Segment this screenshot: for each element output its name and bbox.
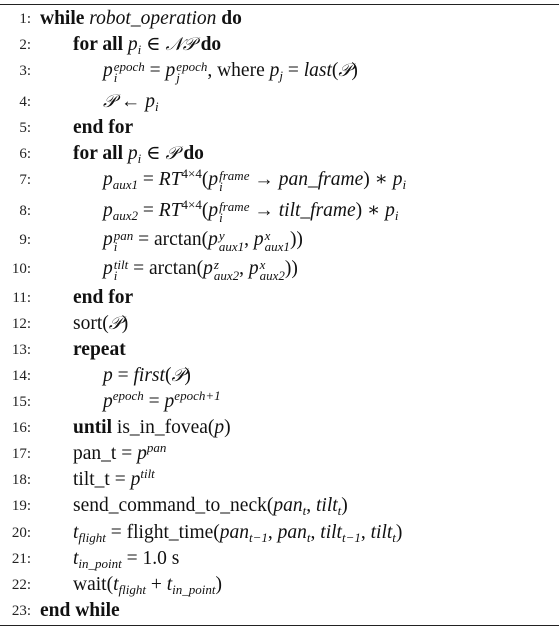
top-rule [0,4,559,5]
algorithm-line [0,167,559,193]
line-number: 12: [11,316,31,332]
line-code: repeat [73,339,126,360]
line-number: 6: [19,146,31,162]
algorithm-line [0,256,559,282]
line-code: sort(𝒫) [73,313,129,334]
line-number: 5: [19,120,31,136]
line-code: $p^{epoch} = p^{epoch+1}$ [103,388,221,412]
line-code: until is_in_fovea(p) [73,417,231,438]
line-number: 15: [11,394,31,410]
algorithm-line [0,546,559,572]
line-number: 22: [11,577,31,593]
algorithm-line [0,6,559,32]
algorithm-line [0,198,559,224]
line-number: 16: [11,420,31,436]
algorithm-line [0,415,559,441]
line-number: 4: [19,94,31,110]
algorithm-line [0,32,559,58]
algorithm-line [0,493,559,519]
line-code: for all $p_i$ ∈ 𝒫 do [73,143,204,166]
line-number: 21: [11,551,31,567]
algorithm-line [0,389,559,415]
line-number: 23: [11,603,31,619]
line-number: 11: [12,290,31,306]
line-number: 19: [11,498,31,514]
line-code: tilt_t = $p^{tilt}$ [73,466,155,490]
line-code: end for [73,287,134,308]
algorithm-line [0,311,559,337]
line-number: 17: [11,446,31,462]
line-number: 10: [11,261,31,277]
line-code: end while [40,600,120,621]
line-code: p pan i = arctan(p y aux1 , p x aux1 )) [103,227,303,254]
algorithm-line [0,337,559,363]
algorithm-line [0,285,559,311]
algorithm-line [0,441,559,467]
line-code: p epoch i = p epoch j , where $p_j$ = last(𝒫) [103,58,358,85]
algorithm-line [0,520,559,546]
algorithm-line [0,572,559,598]
line-code: 𝒫 ← $p_i$ [103,91,159,114]
algorithm-line [0,363,559,389]
line-code: for all $p_i$ ∈ 𝒩𝒫 do [73,34,222,57]
line-code: $p_{aux2} = RT^{4\times 4}(p$ frame i → tilt_frame) ∗ $p_i$ [103,197,399,225]
line-number: 18: [11,472,31,488]
line-code: send_command_to_neck(pan$_t$, tilt$_t$) [73,495,348,518]
line-code: pan_t = $p^{pan}$ [73,440,167,464]
algorithm-line [0,141,559,167]
line-number: 8: [19,203,31,219]
line-code: $wait(t_{flight} + t_{in\_point})$ [73,574,222,597]
algorithm-line [0,58,559,84]
line-number: 14: [11,368,31,384]
line-number: 2: [19,37,31,53]
algorithm-line [0,598,559,624]
algorithm-line [0,467,559,493]
line-code: p tilt i = arctan(p z aux2 , p x aux2 )) [103,256,298,283]
algorithm-line [0,115,559,141]
line-code: p = first(𝒫) [103,365,191,386]
line-code: $t_{flight}$ = flight_time(pan$_{t-1}$, pan$_t$, tilt$_{t-1}$, tilt$_t$) [73,522,403,545]
line-code: while robot_operation do [40,8,242,29]
algorithm-line [0,89,559,115]
line-number: 7: [19,172,31,188]
bottom-rule [0,625,559,626]
line-number: 13: [11,342,31,358]
line-number: 20: [11,525,31,541]
line-number: 1: [19,11,31,27]
line-code: end for [73,117,134,138]
line-code: $p_{aux1} = RT^{4\times 4}(p$ frame i → pan_frame) ∗ $p_i$ [103,166,407,194]
line-number: 9: [19,232,31,248]
line-number: 3: [19,63,31,79]
line-code: $t_{in\_point} = 1.0$ s [73,548,180,571]
algorithm-line [0,227,559,253]
